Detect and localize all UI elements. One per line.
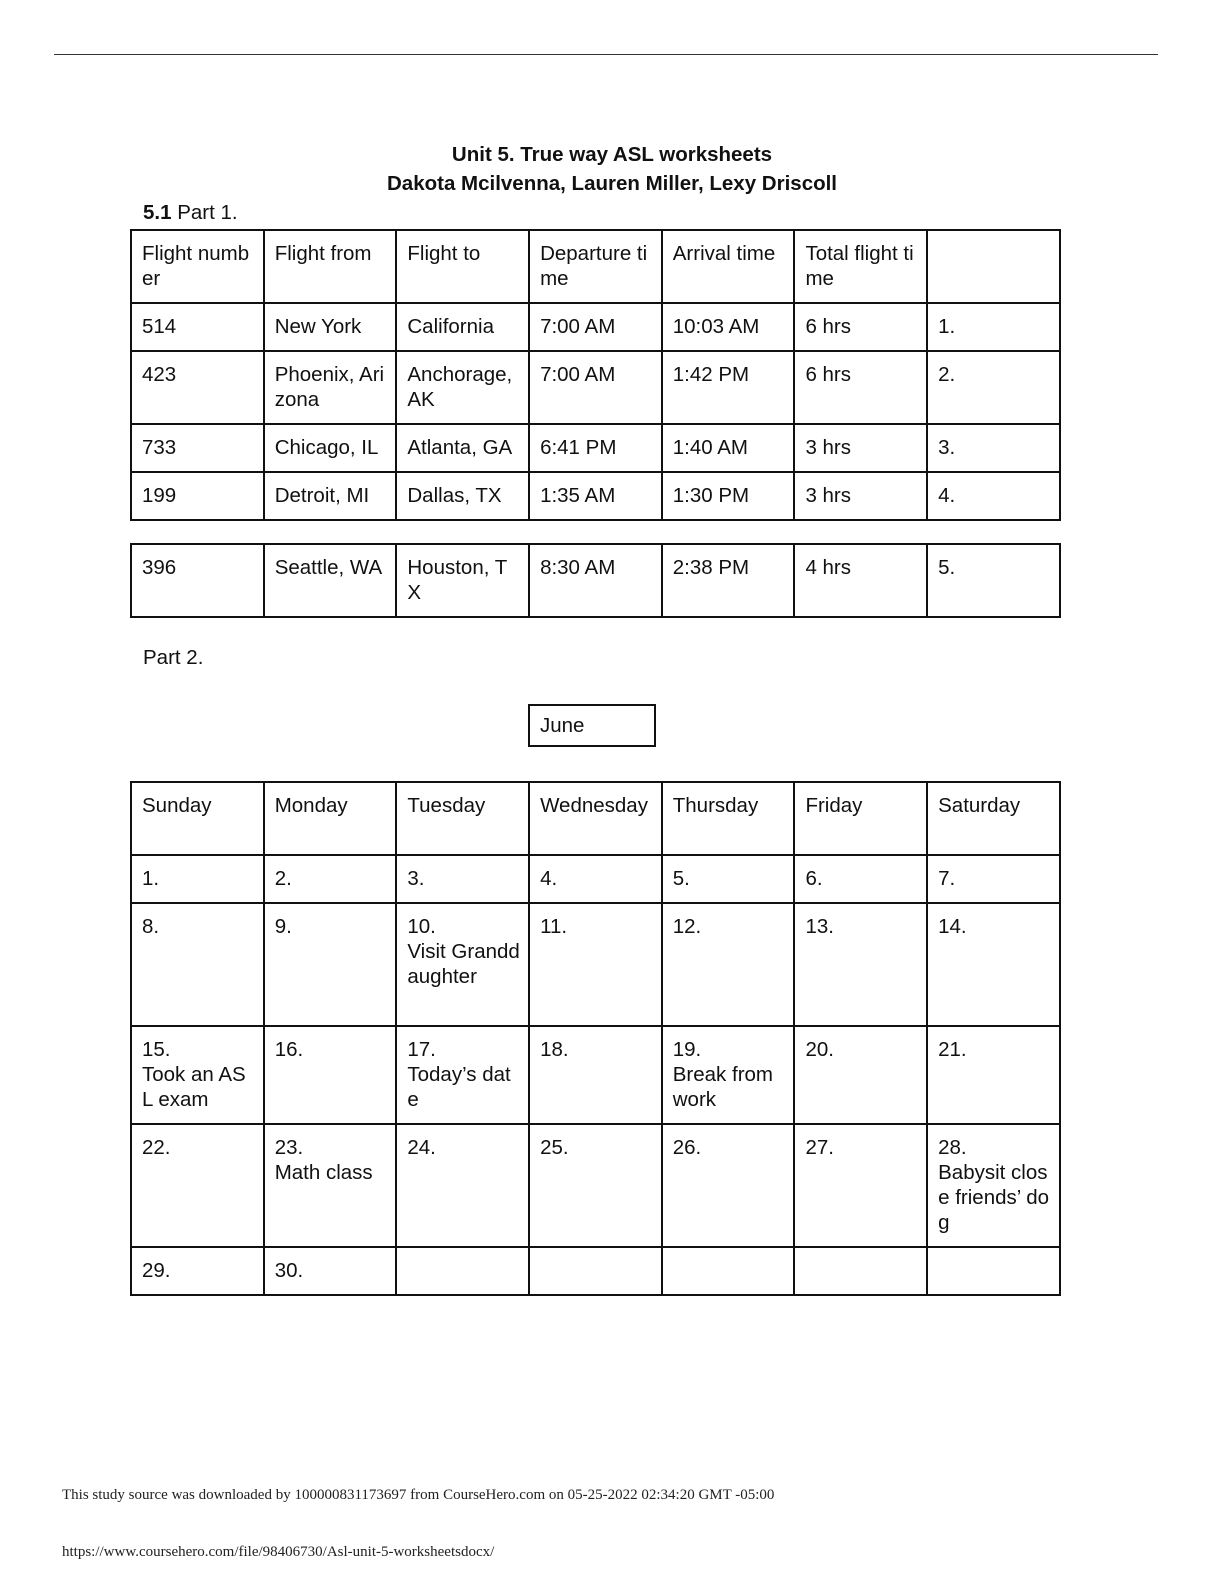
day-event-note: Break from work <box>672 1063 773 1111</box>
calendar-day-cell <box>131 1124 264 1247</box>
calendar-day-cell <box>794 855 927 903</box>
answer-cell: 1. <box>927 303 1060 351</box>
calendar-day-cell <box>131 1247 264 1295</box>
day-number: 1. <box>142 867 160 890</box>
calendar-day-cell <box>131 903 264 1026</box>
calendar-month: June <box>528 704 656 747</box>
calendar-day-cell <box>662 1247 795 1295</box>
arrival-cell: 1:42 PM <box>662 351 795 424</box>
total-time-cell: 6 hrs <box>794 303 927 351</box>
calendar-days-row <box>131 782 1060 855</box>
arrival-cell: 1:30 PM <box>662 472 795 520</box>
arrival-cell: 1:40 AM <box>662 424 795 472</box>
calendar-day-cell <box>662 855 795 903</box>
day-number: 14. <box>938 915 967 938</box>
flights-header-cell: Departure time <box>529 230 662 303</box>
total-time-cell: 6 hrs <box>794 351 927 424</box>
calendar-week-row <box>131 855 1060 903</box>
flight-to-cell: Houston, TX <box>396 544 529 617</box>
total-time-cell: 3 hrs <box>794 424 927 472</box>
flight-number-cell: 396 <box>131 544 264 617</box>
calendar-day-cell <box>396 1026 529 1124</box>
calendar-day-cell <box>927 903 1060 1026</box>
arrival-cell: 2:38 PM <box>662 544 795 617</box>
calendar-day-cell <box>927 1026 1060 1124</box>
calendar-day-cell <box>529 1124 662 1247</box>
day-header-saturday: Saturday <box>927 782 1060 855</box>
flights-header-cell: Flight number <box>131 230 264 303</box>
flights-row <box>131 472 1060 520</box>
calendar-day-cell <box>529 1247 662 1295</box>
day-number: 11. <box>540 915 568 938</box>
document-title: Unit 5. True way ASL worksheets <box>451 143 773 166</box>
calendar-day-cell <box>264 855 397 903</box>
calendar-day-cell <box>396 1247 529 1295</box>
calendar-day-cell <box>396 1124 529 1247</box>
departure-cell: 7:00 AM <box>529 303 662 351</box>
answer-cell: 5. <box>927 544 1060 617</box>
flights-table <box>130 229 1061 521</box>
calendar-day-cell <box>131 1026 264 1124</box>
section-heading <box>143 201 238 225</box>
day-number: 2. <box>274 867 292 890</box>
flights-header-cell: Flight from <box>264 230 397 303</box>
departure-cell: 8:30 AM <box>529 544 662 617</box>
answer-cell: 2. <box>927 351 1060 424</box>
flight-to-cell: Dallas, TX <box>396 472 529 520</box>
part2-label: Part 2. <box>143 646 204 669</box>
day-number: 4. <box>540 867 558 890</box>
flight-number-cell: 423 <box>131 351 264 424</box>
flight-to-cell: California <box>396 303 529 351</box>
answer-cell: 4. <box>927 472 1060 520</box>
day-event-note: Visit Granddaughter <box>407 940 520 988</box>
flight-to-cell: Anchorage, AK <box>396 351 529 424</box>
day-event-note: Took an ASL exam <box>142 1063 246 1111</box>
calendar-week-row <box>131 1247 1060 1295</box>
flights-header-cell <box>927 230 1060 303</box>
day-number: 10. <box>407 915 436 938</box>
calendar-day-cell <box>662 1026 795 1124</box>
day-number: 12. <box>672 915 702 938</box>
day-number: 26. <box>672 1136 702 1159</box>
departure-cell: 1:35 AM <box>529 472 662 520</box>
flight-number-cell: 514 <box>131 303 264 351</box>
day-number: 25. <box>540 1136 569 1159</box>
calendar-day-cell <box>662 903 795 1026</box>
flights-row <box>131 303 1060 351</box>
day-number: 24. <box>407 1136 436 1159</box>
calendar-day-cell <box>264 903 397 1026</box>
flight-from-cell: Detroit, MI <box>264 472 397 520</box>
calendar-day-cell <box>396 855 529 903</box>
calendar-day-cell <box>396 903 529 1026</box>
calendar-table <box>130 781 1061 1296</box>
calendar-week-row <box>131 903 1060 1026</box>
calendar-day-cell <box>529 1026 662 1124</box>
calendar-day-cell <box>927 855 1060 903</box>
day-number: 6. <box>805 867 823 890</box>
day-number: 18. <box>540 1038 569 1061</box>
flight-to-cell: Atlanta, GA <box>396 424 529 472</box>
day-number: 5. <box>672 867 690 890</box>
flights-header-cell: Flight to <box>396 230 529 303</box>
calendar-day-cell <box>662 1124 795 1247</box>
day-number: 13. <box>805 915 834 938</box>
calendar-week-row <box>131 1124 1060 1247</box>
calendar-day-cell <box>794 1247 927 1295</box>
flight-from-cell: Seattle, WA <box>264 544 397 617</box>
flights-header-cell: Arrival time <box>662 230 795 303</box>
calendar-day-cell <box>529 903 662 1026</box>
flights-extra-table <box>130 543 1061 618</box>
day-number: 23. <box>274 1136 304 1159</box>
document-authors: Dakota Mcilvenna, Lauren Miller, Lexy Driscoll <box>386 172 838 195</box>
day-header-thursday: Thursday <box>662 782 795 855</box>
day-header-friday: Friday <box>794 782 927 855</box>
flight-from-cell: Chicago, IL <box>264 424 397 472</box>
day-number: 15. <box>142 1038 171 1061</box>
flight-number-cell: 733 <box>131 424 264 472</box>
day-header-wednesday: Wednesday <box>529 782 662 855</box>
calendar-day-cell <box>264 1247 397 1295</box>
day-number: 29. <box>142 1259 171 1282</box>
calendar-day-cell <box>927 1247 1060 1295</box>
flights-row <box>131 544 1060 617</box>
flights-header-cell: Total flight time <box>794 230 927 303</box>
calendar-day-cell <box>794 1026 927 1124</box>
flights-row <box>131 424 1060 472</box>
day-header-tuesday: Tuesday <box>396 782 529 855</box>
calendar-day-cell <box>131 855 264 903</box>
calendar-day-cell <box>264 1026 397 1124</box>
calendar-day-cell <box>529 855 662 903</box>
calendar-week-row <box>131 1026 1060 1124</box>
flights-header-row <box>131 230 1060 303</box>
calendar-day-cell <box>927 1124 1060 1247</box>
departure-cell: 7:00 AM <box>529 351 662 424</box>
day-number: 8. <box>142 915 160 938</box>
calendar-day-cell <box>264 1124 397 1247</box>
header-rule <box>54 54 1158 55</box>
day-event-note: Math class <box>274 1161 373 1184</box>
day-number: 27. <box>805 1136 834 1159</box>
total-time-cell: 4 hrs <box>794 544 927 617</box>
calendar-day-cell <box>794 1124 927 1247</box>
departure-cell: 6:41 PM <box>529 424 662 472</box>
day-event-note: Babysit close friends’ dog <box>938 1161 1050 1234</box>
day-number: 17. <box>407 1038 436 1061</box>
day-header-sunday: Sunday <box>131 782 264 855</box>
arrival-cell: 10:03 AM <box>662 303 795 351</box>
section-number: 5.1 <box>143 201 172 224</box>
day-number: 16. <box>274 1038 304 1061</box>
day-number: 20. <box>805 1038 834 1061</box>
day-number: 9. <box>274 915 292 938</box>
day-event-note: Today’s date <box>407 1063 511 1111</box>
calendar-day-cell <box>794 903 927 1026</box>
footer-source-line: This study source was downloaded by 100000831173697 from CourseHero.com on 05-25-2022 02:34:20 GMT -05:00 <box>62 1487 775 1503</box>
section-label: Part 1. <box>171 201 238 224</box>
total-time-cell: 3 hrs <box>794 472 927 520</box>
day-number: 19. <box>672 1038 702 1061</box>
answer-cell: 3. <box>927 424 1060 472</box>
flight-number-cell: 199 <box>131 472 264 520</box>
day-number: 21. <box>938 1038 967 1061</box>
day-number: 22. <box>142 1136 171 1159</box>
day-header-monday: Monday <box>264 782 397 855</box>
flight-from-cell: Phoenix, Arizona <box>264 351 397 424</box>
day-number: 30. <box>274 1259 304 1282</box>
flight-from-cell: New York <box>264 303 397 351</box>
day-number: 28. <box>938 1136 967 1159</box>
day-number: 7. <box>938 867 956 890</box>
flights-row <box>131 351 1060 424</box>
day-number: 3. <box>407 867 425 890</box>
footer-url: https://www.coursehero.com/file/98406730/Asl-unit-5-worksheetsdocx/ <box>62 1544 495 1560</box>
